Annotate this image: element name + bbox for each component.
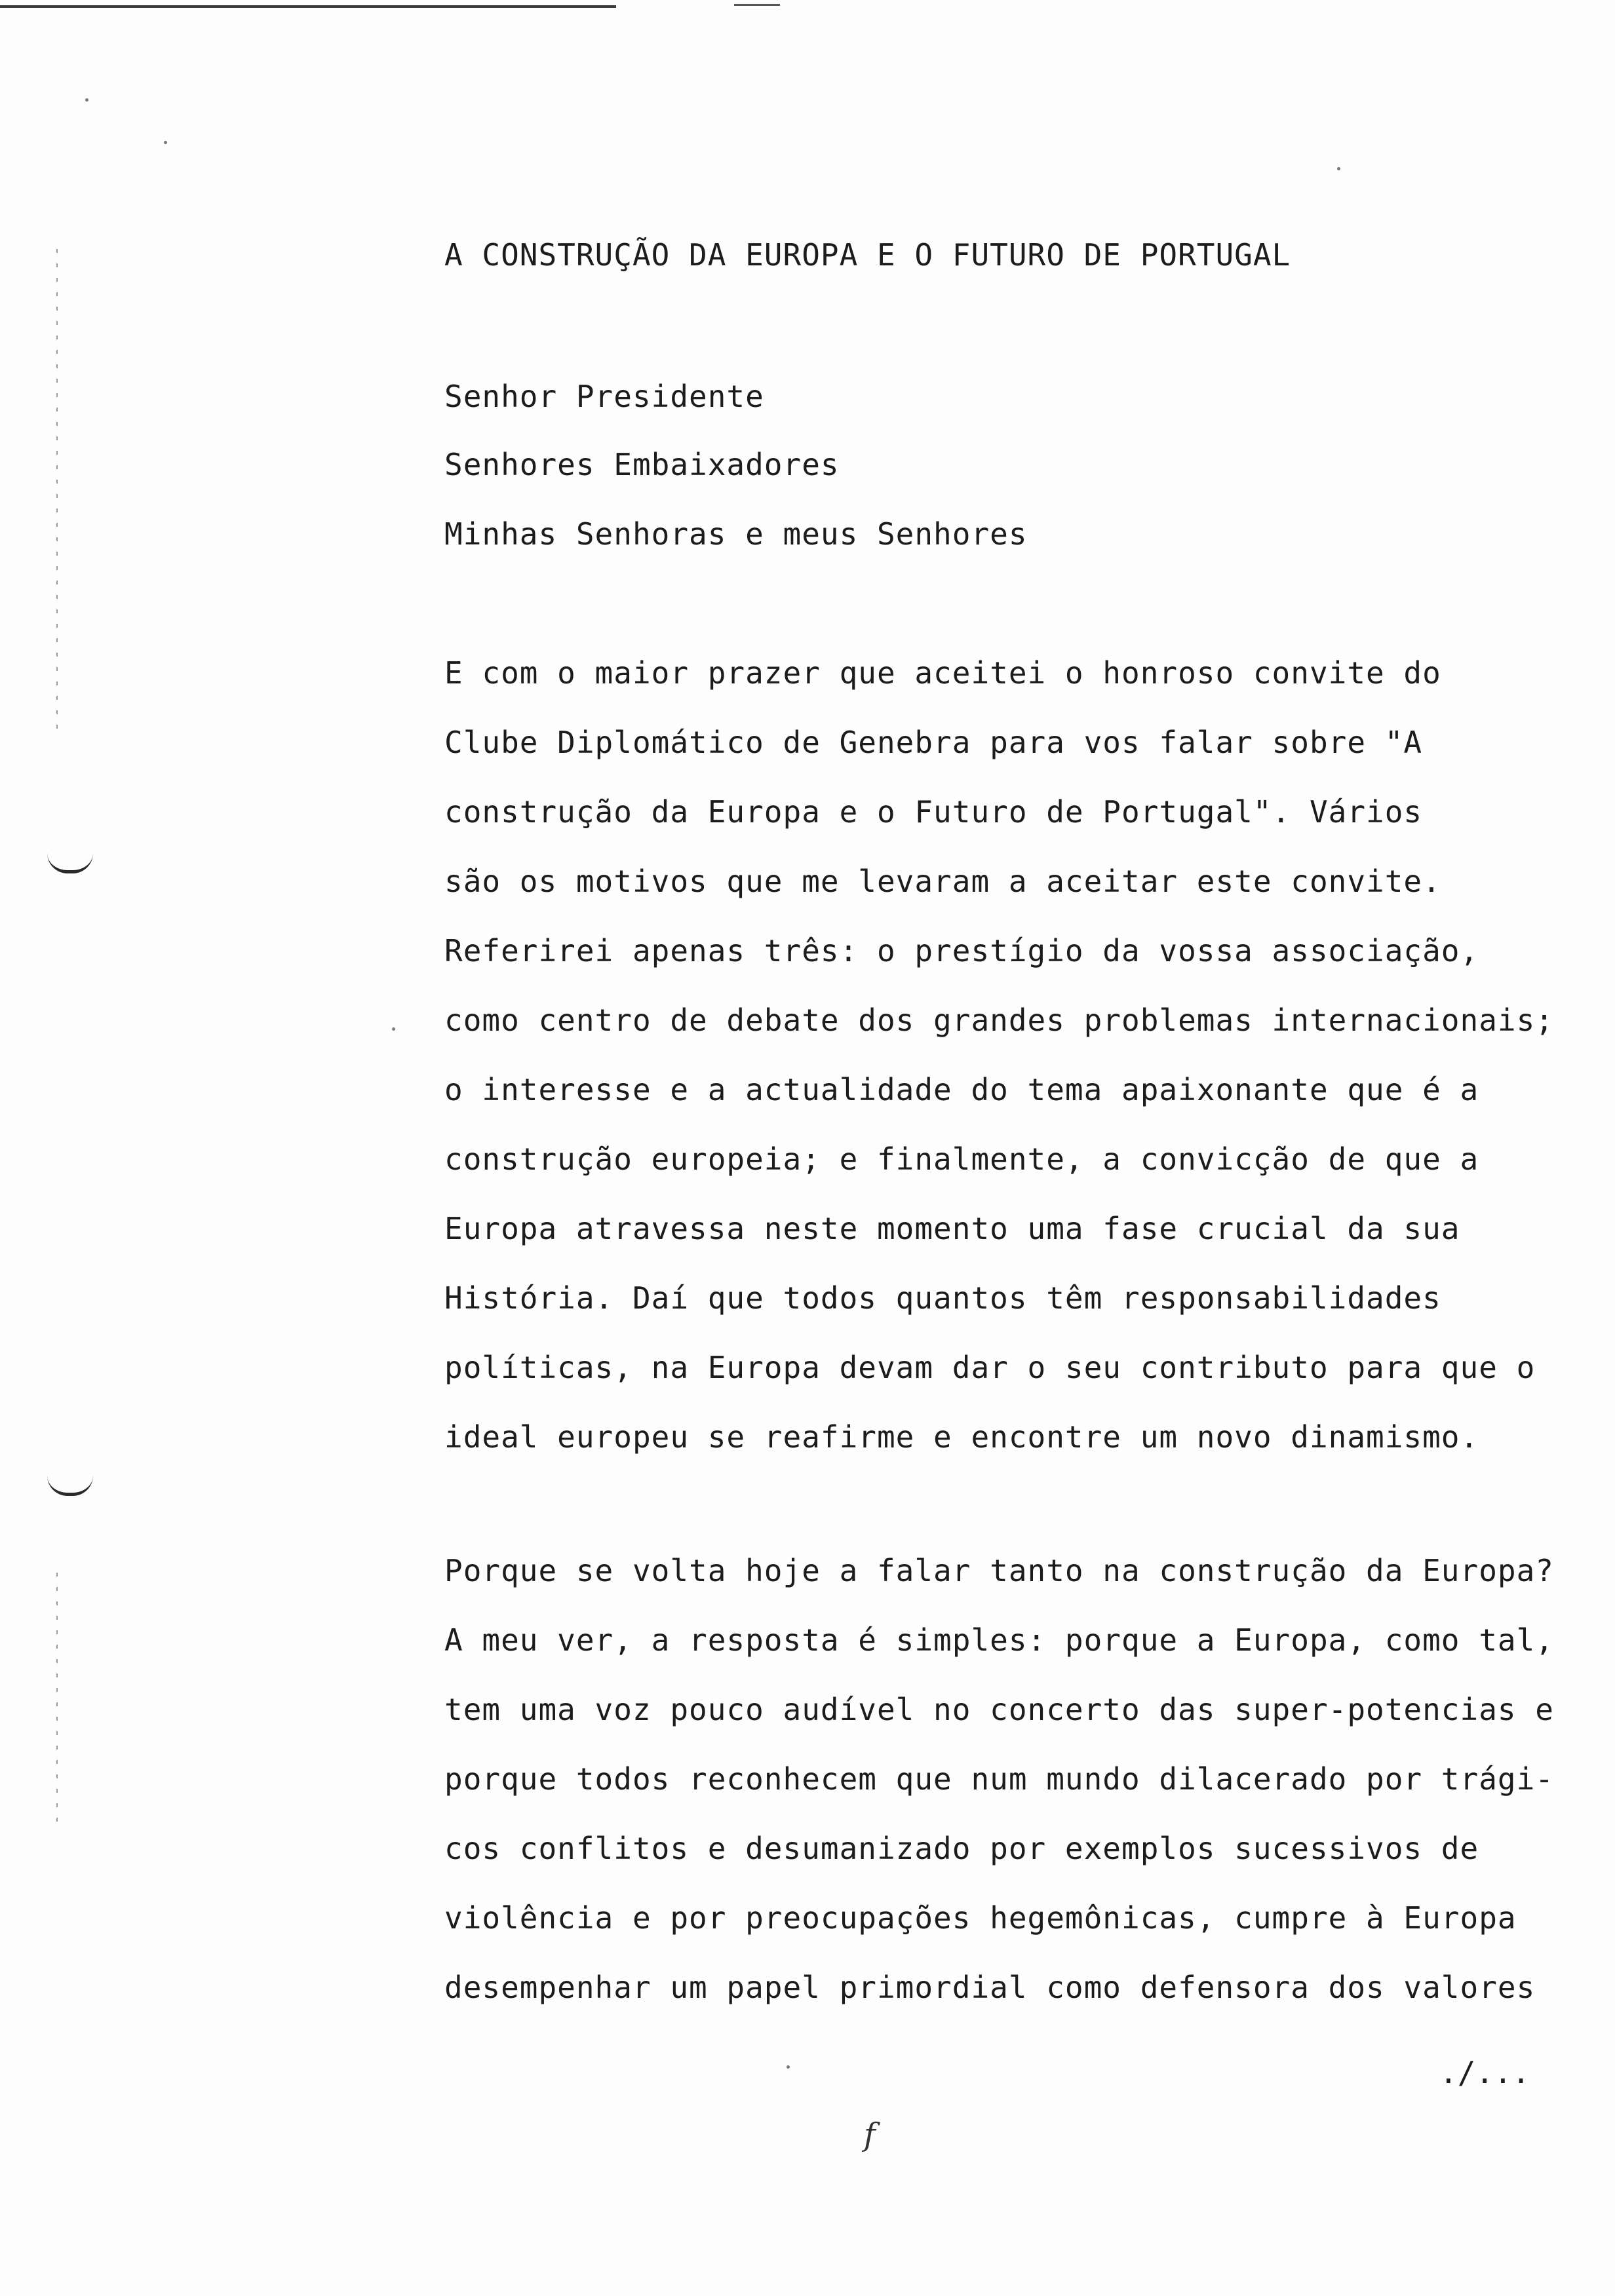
scan-speck <box>1337 167 1340 170</box>
paragraph-line: Referirei apenas três: o prestígio da vossa associação, <box>444 933 1479 968</box>
paragraph-line: construção europeia; e finalmente, a convicção de que a <box>444 1141 1479 1177</box>
page-continuation-mark: ./... <box>1439 2055 1530 2090</box>
paragraph-line: como centro de debate dos grandes problemas internacionais; <box>444 1003 1554 1038</box>
paragraph-line: porque todos reconhecem que num mundo dilacerado por trági- <box>444 1761 1554 1797</box>
scan-edge-line <box>56 1573 58 1822</box>
margin-binding-mark <box>47 1476 93 1496</box>
scan-edge-line <box>56 249 58 734</box>
paragraph-line: E com o maior prazer que aceitei o honroso convite do <box>444 655 1441 691</box>
paragraph-line: A meu ver, a resposta é simples: porque a Europa, como tal, <box>444 1622 1554 1658</box>
paragraph-line: Europa atravessa neste momento uma fase crucial da sua <box>444 1211 1460 1246</box>
paragraph-line: políticas, na Europa devam dar o seu contributo para que o <box>444 1350 1536 1385</box>
paragraph-line: o interesse e a actualidade do tema apaixonante que é a <box>444 1072 1479 1107</box>
paragraph-line: Clube Diplomático de Genebra para vos falar sobre "A <box>444 725 1423 760</box>
scan-top-rule <box>0 5 616 8</box>
margin-binding-mark <box>47 853 93 873</box>
scan-speck <box>164 141 167 144</box>
paragraph-line: História. Daí que todos quantos têm responsabilidades <box>444 1280 1441 1316</box>
paragraph-line: construção da Europa e o Futuro de Portugal". Vários <box>444 794 1423 830</box>
scan-speck <box>787 2065 790 2069</box>
document-title: A CONSTRUÇÃO DA EUROPA E O FUTURO DE PORTUGAL <box>444 237 1291 273</box>
salutation-line: Senhores Embaixadores <box>444 447 840 482</box>
scan-speck <box>392 1027 395 1031</box>
footer-handwritten-mark: f <box>864 2116 876 2153</box>
paragraph-line: cos conflitos e desumanizado por exemplos sucessivos de <box>444 1831 1479 1866</box>
paragraph-line: desempenhar um papel primordial como defensora dos valores <box>444 1970 1536 2005</box>
paragraph-line: Porque se volta hoje a falar tanto na construção da Europa? <box>444 1553 1554 1588</box>
paragraph-line: violência e por preocupações hegemônicas, cumpre à Europa <box>444 1900 1517 1936</box>
paragraph-line: são os motivos que me levaram a aceitar este convite. <box>444 864 1441 899</box>
salutation-line: Minhas Senhoras e meus Senhores <box>444 516 1028 552</box>
scan-speck <box>85 98 88 102</box>
scan-top-rule-fragment <box>734 4 780 6</box>
salutation-line: Senhor Presidente <box>444 379 764 414</box>
paragraph-line: tem uma voz pouco audível no concerto das super-potencias e <box>444 1692 1554 1727</box>
paragraph-line: ideal europeu se reafirme e encontre um novo dinamismo. <box>444 1419 1479 1455</box>
